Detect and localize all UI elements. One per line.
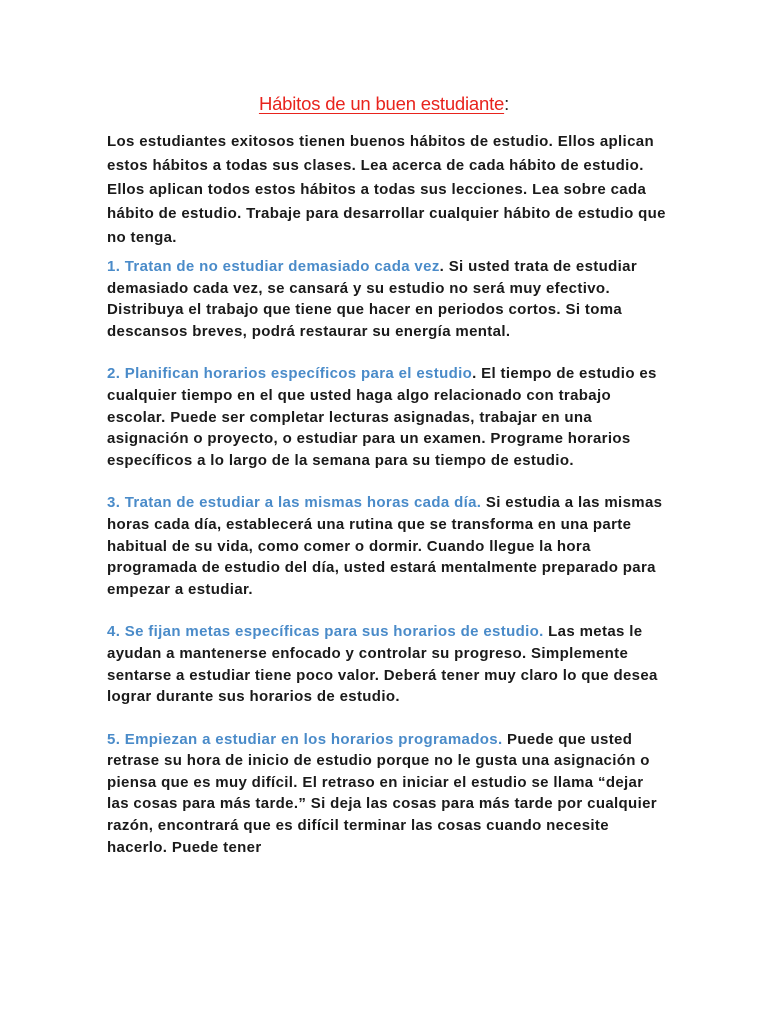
habit-heading-4: 4. Se fijan metas específicas para sus horarios de estudio. <box>107 623 544 641</box>
page-title-text: Hábitos de un buen estudiante <box>258 93 505 114</box>
habits-list <box>107 256 667 879</box>
habit-paragraph-5 <box>107 729 667 859</box>
page-title-suffix: : <box>504 93 510 114</box>
intro-paragraph: Los estudiantes exitosos tienen buenos hábitos de estudio. Ellos aplican estos hábitos a todas sus clases. Lea acerca de cada hábito de estudio. Ellos aplican todos estos hábitos a todas sus lecciones. Lea sobre cada hábito de estudio. Trabaje para desarrollar cualquier hábito de estudio que no tenga. <box>107 133 666 246</box>
habit-text-3: Si estudia a las mismas horas cada día, establecerá una rutina que se transforma en una parte habitual de su vida, como comer o dormir. Cuando llegue la hora programada de estudio del día, usted estará mentalmente preparado para empezar a estudiar. <box>107 494 663 598</box>
habit-text-4: Las metas le ayudan a mantenerse enfocado y controlar su progreso. Simplemente sentarse a estudiar tiene poco valor. Deberá tener muy claro lo que desea lograr durante sus horarios de estudio. <box>107 623 658 706</box>
habit-paragraph-4 <box>107 621 667 707</box>
habit-heading-5: 5. Empiezan a estudiar en los horarios programados. <box>107 730 503 748</box>
page-title <box>0 93 768 115</box>
habit-heading-3: 3. Tratan de estudiar a las mismas horas cada día. <box>107 494 482 512</box>
habit-paragraph-1 <box>107 256 667 342</box>
habit-heading-1: 1. Tratan de no estudiar demasiado cada vez <box>107 258 440 275</box>
habit-text-2: . El tiempo de estudio es cualquier tiempo en el que usted haga algo relacionado con trabajo escolar. Puede ser completar lecturas asignadas, trabajar en una asignación o proyecto, o estudiar para un examen. Programe horarios específicos a lo largo de la semana para su tiempo de estudio. <box>107 365 657 469</box>
habit-text-1: . Si usted trata de estudiar demasiado cada vez, se cansará y su estudio no será muy efectivo. Distribuya el trabajo que tiene que hacer en periodos cortos. Si toma descansos breves, podrá restaurar su energía mental. <box>107 258 638 340</box>
habit-heading-2: 2. Planifican horarios específicos para el estudio <box>107 365 473 383</box>
habit-text-5: Puede que usted retrase su hora de inicio de estudio porque no le gusta una asignación o piensa que es muy difícil. El retraso en iniciar el estudio se llama “dejar las cosas para más tarde.” Si deja las cosas para más tarde por cualquier razón, encontrará que es difícil terminar las cosas cuando necesite hacerlo. Puede tener <box>107 730 657 856</box>
habit-paragraph-3 <box>107 492 667 600</box>
habit-paragraph-2 <box>107 363 667 471</box>
